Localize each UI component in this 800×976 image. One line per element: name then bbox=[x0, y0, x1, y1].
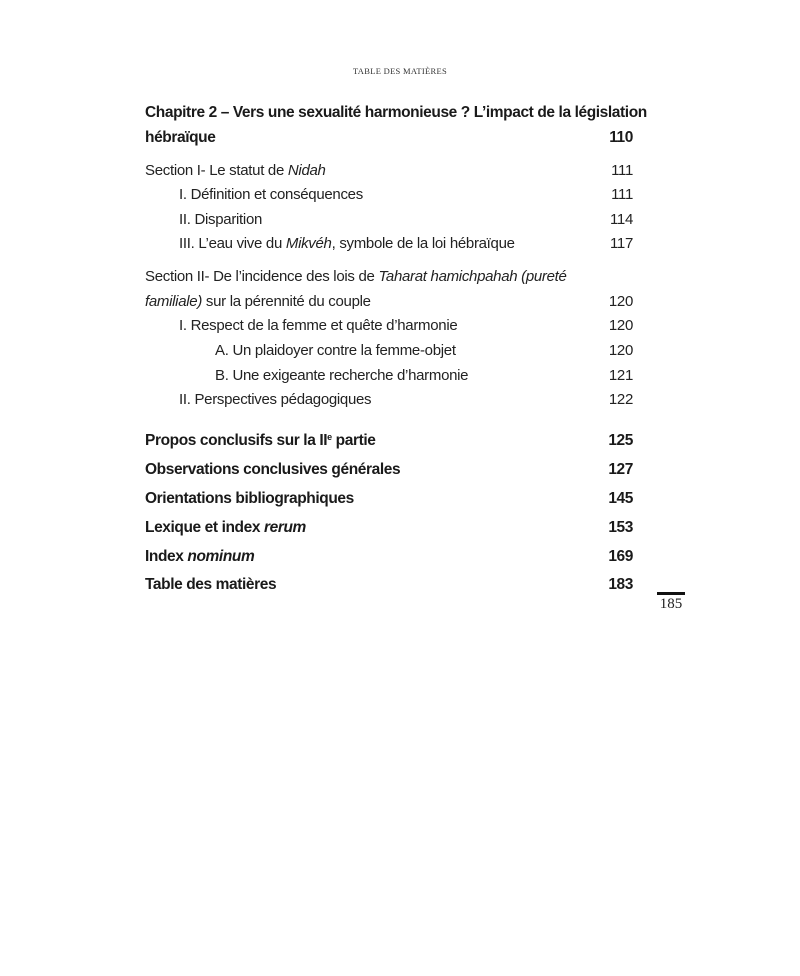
section-1-title: Section I- Le statut de Nidah bbox=[145, 162, 326, 179]
running-head: TABLE DES MATIÈRES bbox=[353, 66, 447, 76]
page-number: 120 bbox=[608, 317, 633, 334]
page-number: 120 bbox=[608, 293, 633, 310]
page-number: 169 bbox=[608, 548, 633, 565]
entry-title: Index nominum bbox=[145, 548, 255, 565]
entry-title: Observations conclusives générales bbox=[145, 461, 401, 478]
page-number: 122 bbox=[608, 391, 633, 408]
folio-page-number: 185 bbox=[659, 596, 683, 612]
page-number: 114 bbox=[609, 211, 633, 228]
page-number: 145 bbox=[608, 490, 633, 507]
entry-title: Orientations bibliographiques bbox=[145, 490, 354, 507]
page-number: 121 bbox=[608, 367, 633, 384]
page-number: 153 bbox=[608, 519, 633, 536]
page-number: 117 bbox=[609, 235, 633, 252]
section-2-title: Section II- De l’incidence des lois de Taharat hamichpahah (pureté bbox=[145, 268, 567, 285]
entry-title: Table des matières bbox=[145, 576, 277, 593]
page-number: 125 bbox=[608, 432, 633, 449]
entry-title: I. Définition et conséquences bbox=[179, 186, 363, 203]
page-number: 110 bbox=[609, 129, 633, 146]
page-number: 120 bbox=[608, 342, 633, 359]
chapter-title-text-cont: hébraïque bbox=[145, 129, 216, 146]
chapter-title-text: Chapitre 2 – Vers une sexualité harmonieuse ? L’impact de la législation bbox=[145, 104, 647, 121]
entry-title: Propos conclusifs sur la IIe partie bbox=[145, 432, 376, 449]
entry-title: A. Un plaidoyer contre la femme-objet bbox=[215, 342, 456, 359]
page-number: 111 bbox=[611, 162, 633, 179]
entry-title: B. Une exigeante recherche d’harmonie bbox=[215, 367, 469, 384]
entry-title: II. Perspectives pédagogiques bbox=[179, 391, 372, 408]
entry-title: II. Disparition bbox=[179, 211, 263, 228]
entry-title: Lexique et index rerum bbox=[145, 519, 306, 536]
folio-rule bbox=[657, 592, 685, 595]
page-number: 111 bbox=[611, 186, 633, 203]
page-number: 183 bbox=[608, 576, 633, 593]
section-2-title-cont: familiale) sur la pérennité du couple bbox=[145, 293, 371, 310]
entry-title: III. L’eau vive du Mikvéh, symbole de la loi hébraïque bbox=[179, 235, 515, 252]
page-number: 127 bbox=[608, 461, 633, 478]
entry-title: I. Respect de la femme et quête d’harmonie bbox=[179, 317, 458, 334]
